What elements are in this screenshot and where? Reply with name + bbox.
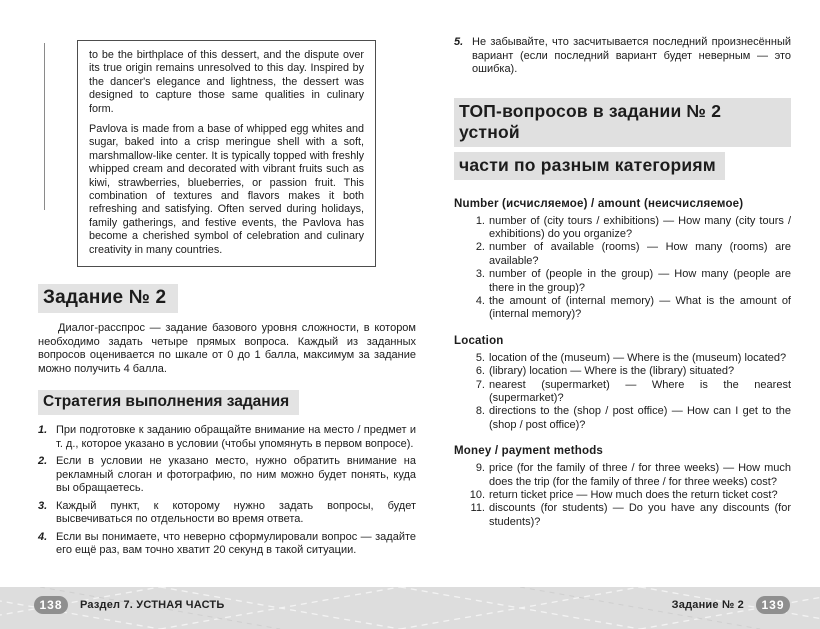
item-text: price (for the family of three / for three weeks) — How much does the trip (for the family of three / for three weeks) cost? — [489, 462, 791, 488]
item-number: 5. — [454, 36, 464, 48]
list-item — [467, 502, 791, 529]
page-number-badge-left: 138 — [34, 596, 68, 614]
strategy-heading: Стратегия выполнения задания — [38, 390, 299, 415]
item-number: 2. — [38, 455, 48, 468]
quote-paragraph: Pavlova is made from a base of whipped egg whites and sugar, baked into a crisp meringue shell with a soft, marshmallow-like center. It is typically topped with freshly whipped cream and decorated with vibrant fruits such as kiwi, strawberries, blueberries, or passion fruit. This combination of textures and flavors makes it both refreshing and satisfying. Often served during holidays, family gatherings, and festive events, the Pavlova has become a cherished symbol of celebration and culinary creativity in many countries. — [89, 123, 364, 256]
list-item — [467, 295, 791, 322]
footer-task-label: Задание № 2 — [671, 599, 744, 611]
list-item — [467, 241, 791, 268]
item-text: nearest (supermarket) — Where is the nearest (supermarket)? — [489, 378, 791, 404]
top-questions-heading-line2: части по разным категориям — [454, 152, 725, 180]
section-title: Number (исчисляемое) / amount (неисчисляемое) — [454, 197, 744, 210]
item-number: 4. — [38, 530, 48, 543]
list-item — [467, 365, 791, 378]
item-text: location of the (museum) — Where is the (museum) located? — [489, 351, 787, 364]
section-title: Location — [454, 334, 504, 347]
list-item — [467, 352, 791, 365]
list-item — [467, 405, 791, 432]
list-item — [467, 268, 791, 295]
item-number: 10. — [469, 489, 485, 501]
list-item — [467, 215, 791, 242]
item-text: return ticket price — How much does the return ticket cost? — [489, 489, 778, 501]
footer-section-label: Раздел 7. УСТНАЯ ЧАСТЬ — [80, 599, 225, 611]
section-location — [454, 335, 791, 432]
item-text: Если в условии не указано место, нужно обратить внимание на рекламный слоган и фотографию, по ним можно будет понять, куда вы обращаетесь. — [56, 455, 416, 495]
top-questions-heading-line1: ТОП-вопросов в задании № 2 устной — [454, 98, 791, 147]
item-text: Каждый пункт, к которому нужно задать вопросы, будет высвечиваться по отдельности во время ответа. — [56, 499, 416, 526]
section-list — [454, 352, 791, 432]
item-number: 6. — [475, 365, 485, 378]
item-number: 11. — [470, 502, 485, 515]
list-item — [38, 455, 416, 496]
item-number: 1. — [38, 424, 48, 437]
item-text: number of (city tours / exhibitions) — How many (city tours / exhibitions) do you organize? — [489, 214, 791, 240]
item-text: Если вы понимаете, что неверно сформулировали вопрос — задайте его ещё раз, вам точно хватит 20 секунд в такой ситуации. — [56, 530, 416, 557]
list-item — [467, 379, 791, 406]
quote-paragraph: to be the birthplace of this dessert, and the dispute over its true origin remains unresolved to this day. Inspired by the dancer's elegance and lightness, the dessert was designed to capture those same qualities in culinary form. — [89, 49, 364, 115]
item-text: (library) location — Where is the (library) situated? — [489, 365, 735, 378]
list-item — [38, 424, 416, 451]
item-number: 3. — [38, 499, 48, 512]
top-questions-heading — [454, 98, 791, 185]
item-text: При подготовке к заданию обращайте внимание на место / предмет и т. д., которое указано в условии (чтобы упомянуть в первом вопросе). — [56, 424, 416, 450]
footer-left-group — [34, 596, 224, 614]
list-item — [467, 462, 791, 489]
task-heading: Задание № 2 — [38, 284, 178, 313]
list-item — [467, 489, 791, 502]
item-text: the amount of (internal memory) — What is the amount of (internal memory)? — [489, 294, 791, 321]
item-text: number of available (rooms) — How many (rooms) are available? — [489, 241, 791, 267]
list-item — [454, 36, 791, 77]
page-number-badge-right: 139 — [756, 596, 790, 614]
list-item — [38, 531, 416, 558]
item-number: 3. — [475, 268, 485, 281]
item-number: 8. — [475, 405, 485, 418]
section-money — [454, 445, 791, 529]
item-text: discounts (for students) — Do you have any discounts (for students)? — [489, 502, 791, 528]
item-text: directions to the (shop / post office) — How can I get to the (shop / post office)? — [489, 405, 791, 431]
section-list — [454, 462, 791, 529]
item-number: 5. — [475, 351, 485, 364]
item-number: 9. — [475, 462, 485, 475]
intro-paragraph: Диалог-расспрос — задание базового уровня сложности, в котором необходимо задать четыре прямых вопроса. Каждый из заданных вопросов оценивается по шкале от 0 до 1 балла, максимум за задание можно получить 4 балла. — [38, 322, 416, 375]
section-number-amount — [454, 198, 791, 322]
strategy-list — [38, 424, 416, 558]
section-list — [454, 215, 791, 322]
item-number: 7. — [475, 378, 485, 391]
item-number: 4. — [475, 294, 485, 307]
item-number: 2. — [475, 241, 485, 254]
footer-right-group — [672, 596, 790, 614]
right-page — [454, 36, 791, 529]
section-title: Money / payment methods — [454, 445, 604, 458]
list-item — [38, 500, 416, 527]
item-text: number of (people in the group) — How many (people are there in the group)? — [489, 268, 791, 294]
quote-box — [77, 40, 376, 267]
item-number: 1. — [475, 214, 485, 227]
left-page — [38, 40, 416, 562]
footer — [0, 587, 820, 629]
item-text: Не забывайте, что засчитывается последний произнесённый вариант (если последний вариант будет неверным — это ошибка). — [472, 36, 791, 75]
